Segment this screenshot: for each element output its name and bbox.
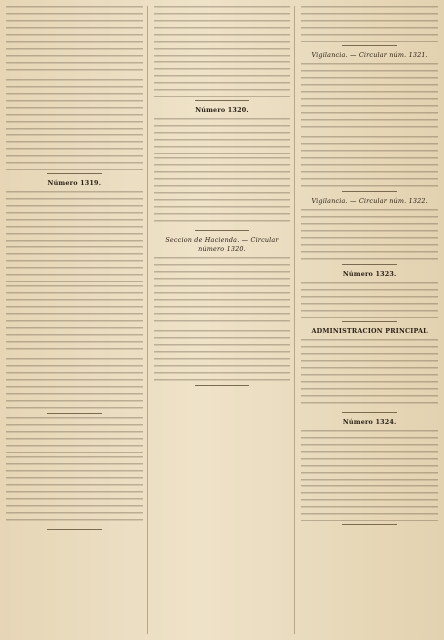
section-heading: ADMINISTRACION PRINCIPAL xyxy=(311,327,428,335)
paragraph xyxy=(6,6,143,76)
paragraph xyxy=(154,118,291,154)
section-divider xyxy=(342,45,397,46)
paragraph xyxy=(154,330,291,382)
columns xyxy=(6,6,438,634)
paragraph xyxy=(154,257,291,327)
paragraph xyxy=(154,157,291,227)
section-divider xyxy=(342,412,397,413)
column-3 xyxy=(301,6,438,634)
section-heading: Número 1324. xyxy=(342,418,397,426)
paragraph xyxy=(301,6,438,42)
paragraph xyxy=(301,430,438,482)
paragraph xyxy=(6,134,143,170)
paragraph xyxy=(301,282,438,318)
column-2 xyxy=(154,6,296,634)
paragraph xyxy=(301,63,438,133)
section-divider xyxy=(47,413,102,414)
paragraph xyxy=(301,136,438,188)
section-heading: Vigilancia. — Circular núm. 1322. xyxy=(311,197,428,205)
paragraph xyxy=(6,191,143,243)
section-heading: Número 1320. xyxy=(195,106,249,114)
section-divider xyxy=(195,230,250,231)
section-heading: Vigilancia. — Circular núm. 1321. xyxy=(311,51,428,59)
paragraph xyxy=(6,79,143,131)
paragraph xyxy=(301,209,438,261)
paragraph xyxy=(6,417,143,453)
section-heading: Seccion de Hacienda. — Circular número 1320. xyxy=(165,236,279,253)
paragraph xyxy=(6,456,143,526)
section-divider xyxy=(195,100,250,101)
section-divider xyxy=(342,321,397,322)
section-divider xyxy=(342,191,397,192)
section-divider xyxy=(47,173,102,174)
section-divider xyxy=(47,529,102,530)
section-divider xyxy=(342,264,397,265)
paragraph xyxy=(301,485,438,521)
paragraph xyxy=(301,339,438,409)
paragraph xyxy=(154,61,291,97)
paragraph xyxy=(6,246,143,282)
paragraph xyxy=(154,6,291,58)
paragraph xyxy=(6,358,143,410)
section-heading: Número 1319. xyxy=(47,179,102,187)
section-divider xyxy=(342,524,397,525)
paragraph xyxy=(6,285,143,355)
section-heading: Número 1323. xyxy=(342,270,397,278)
column-1 xyxy=(6,6,148,634)
section-divider xyxy=(195,385,250,386)
